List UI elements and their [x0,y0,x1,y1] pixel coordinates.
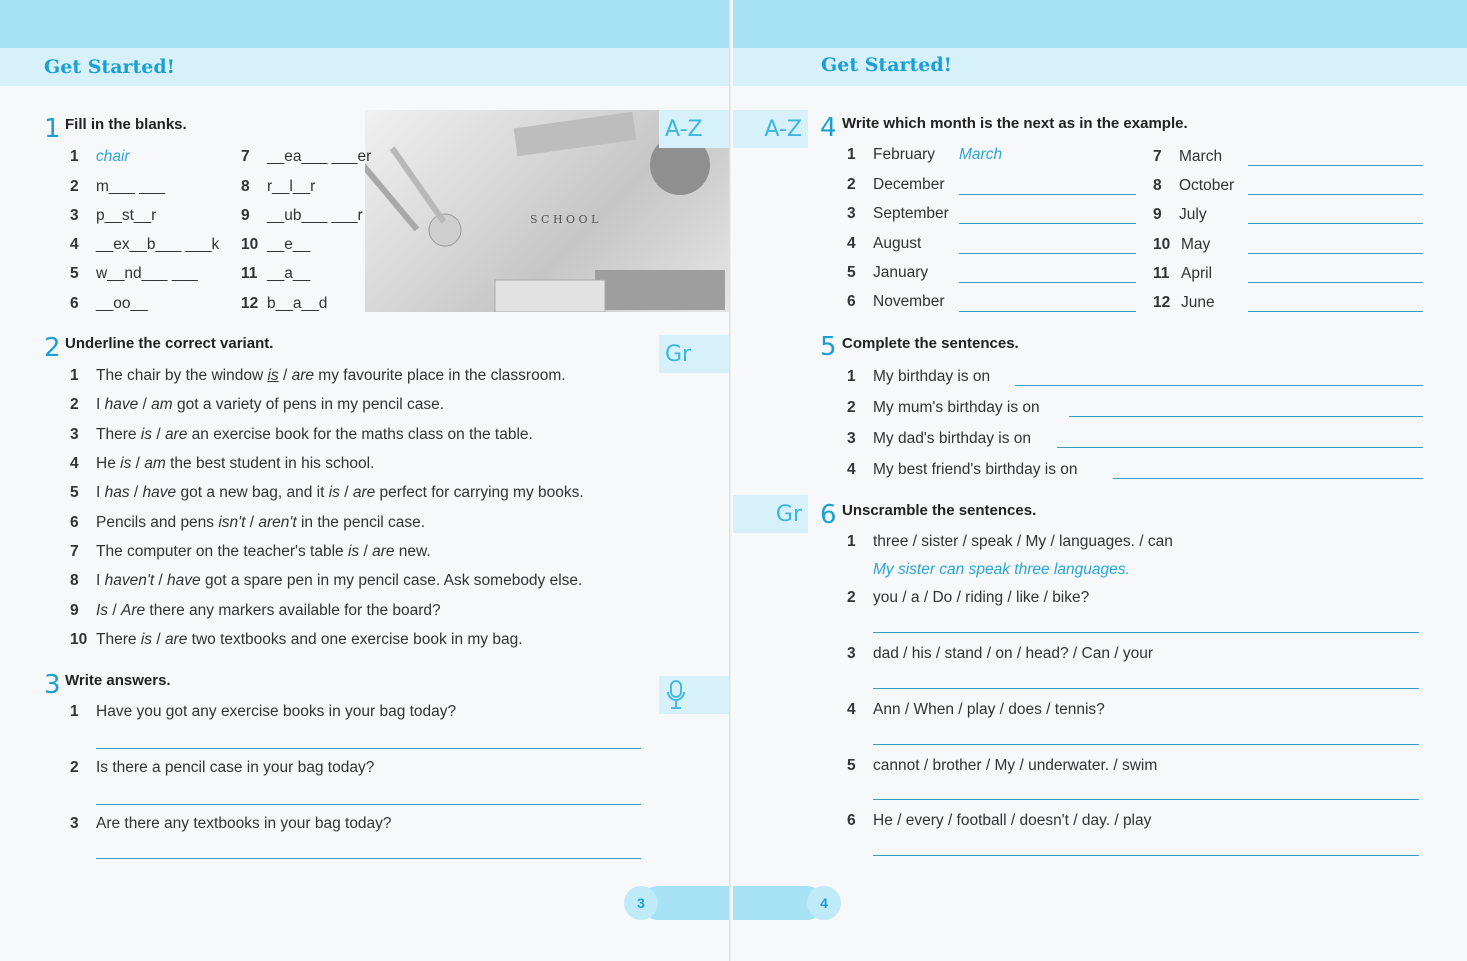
answer-line[interactable] [873,799,1419,800]
list-item: 1 February [847,146,936,163]
exercise-title: Underline the correct variant. [65,335,274,352]
list-item: 3 September [847,205,949,222]
left-page [0,0,731,961]
list-item: 3 dad / his / stand / on / head? / Can / your [847,645,1154,662]
list-item: 7 March [1153,148,1223,165]
answer-line[interactable] [96,748,641,749]
answer-line[interactable] [1248,223,1423,224]
list-item[interactable]: 7 __ea___ ___er [241,148,372,165]
answer-line[interactable] [1057,447,1423,448]
list-item[interactable]: 2 m___ ___ [70,178,165,195]
list-item[interactable]: 1 The chair by the window is / are my favourite place in the classroom. [70,367,566,384]
list-item: 10 May [1153,236,1211,253]
exercise-title: Complete the sentences. [842,335,1019,352]
list-item: 4 Ann / When / play / does / tennis? [847,701,1105,718]
answer-line[interactable] [959,311,1136,312]
grammar-tag: Gr [659,335,731,373]
list-item: 4 August [847,235,922,252]
answer-line[interactable] [873,688,1419,689]
list-item: 4 My best friend's birthday is on [847,461,1078,478]
top-band [733,0,1467,48]
list-item[interactable]: 9 Is / Are there any markers available for the board? [70,602,441,619]
speaking-tag [659,676,731,714]
list-item: 2 December [847,176,945,193]
question-item: 2 Is there a pencil case in your bag today? [70,759,375,776]
exercise-number: 5 [820,332,837,362]
answer-line[interactable] [96,804,641,805]
exercise-number: 3 [44,670,61,700]
answer-line[interactable] [1015,385,1423,386]
exercise-number: 2 [44,333,61,363]
list-item[interactable]: 9 __ub___ ___r [241,207,363,224]
list-item: 11 April [1153,265,1213,282]
page-title: Get Started! [44,56,176,78]
answer-line[interactable] [959,253,1136,254]
answer-line[interactable] [959,194,1136,195]
example-answer: March [959,146,1003,163]
list-item[interactable]: 5 I has / have got a new bag, and it is / are perfect for carrying my books. [70,484,584,501]
list-item[interactable]: 8 r__l__r [241,178,316,195]
list-item[interactable]: 10 __e__ [241,236,311,253]
microphone-icon [665,679,687,711]
question-item: 3 Are there any textbooks in your bag today? [70,815,392,832]
example-answer: My sister can speak three languages. [873,561,1130,578]
exercise-title: Fill in the blanks. [65,116,187,133]
list-item: 1 My birthday is on [847,368,991,385]
answer-line[interactable] [959,282,1136,283]
exercise-title: Write which month is the next as in the example. [842,115,1188,132]
photo-text: S C H O O L [530,213,599,226]
list-item[interactable]: 12 b__a__d [241,295,328,312]
list-item[interactable]: 11 __a__ [241,265,311,282]
exercise-number: 4 [820,113,837,143]
exercise-title: Unscramble the sentences. [842,502,1037,519]
list-item: 8 October [1153,177,1235,194]
answer-line[interactable] [1248,282,1423,283]
list-item[interactable]: 3 p__st__r [70,207,157,224]
answer-line[interactable] [1248,311,1423,312]
answer-line[interactable] [873,744,1419,745]
list-item: 2 My mum's birthday is on [847,399,1040,416]
list-item: 5 cannot / brother / My / underwater. / swim [847,757,1158,774]
top-band [0,0,731,48]
example-answer: chair [96,148,130,165]
page-number: 4 [807,886,841,920]
answer-line[interactable] [959,223,1136,224]
answer-line[interactable] [1113,478,1423,479]
vocabulary-tag: A-Z [733,110,808,148]
answer-line[interactable] [873,855,1419,856]
list-item[interactable]: 3 There is / are an exercise book for the maths class on the table. [70,426,533,443]
answer-line[interactable] [1248,253,1423,254]
grammar-tag: Gr [733,495,808,533]
question-item: 1 Have you got any exercise books in your bag today? [70,703,457,720]
exercise-title: Write answers. [65,672,171,689]
list-item: 3 My dad's birthday is on [847,430,1032,447]
right-page [733,0,1467,961]
list-item: 5 January [847,264,929,281]
list-item[interactable]: 10 There is / are two textbooks and one exercise book in my bag. [70,631,523,648]
list-item[interactable]: 8 I haven't / have got a spare pen in my pencil case. Ask somebody else. [70,572,583,589]
page-title: Get Started! [821,54,953,76]
page-number: 3 [624,886,658,920]
list-item[interactable]: 7 The computer on the teacher's table is / are new. [70,543,431,560]
list-item: 2 you / a / Do / riding / like / bike? [847,589,1090,606]
list-item[interactable]: 4 __ex__b___ ___k [70,236,220,253]
list-item[interactable]: 5 w__nd___ ___ [70,265,198,282]
answer-line[interactable] [1248,165,1423,166]
exercise-number: 1 [44,114,61,144]
list-item: 6 November [847,293,945,310]
list-item[interactable]: 2 I have / am got a variety of pens in my pencil case. [70,396,445,413]
list-item[interactable]: 4 He is / am the best student in his school. [70,455,375,472]
list-item: 6 He / every / football / doesn't / day. / play [847,812,1152,829]
vocabulary-tag: A-Z [659,110,731,148]
answer-line[interactable] [873,632,1419,633]
list-item[interactable]: 6 Pencils and pens isn't / aren't in the pencil case. [70,514,426,531]
answer-line[interactable] [1248,194,1423,195]
list-item[interactable]: 6 __oo__ [70,295,148,312]
exercise-number: 6 [820,500,837,530]
answer-line[interactable] [96,858,641,859]
list-item: 9 July [1153,206,1207,223]
list-item: 1 chair [70,148,130,165]
list-item: 1 three / sister / speak / My / languages. / can [847,533,1173,550]
list-item: 12 June [1153,294,1215,311]
answer-line[interactable] [1069,416,1423,417]
